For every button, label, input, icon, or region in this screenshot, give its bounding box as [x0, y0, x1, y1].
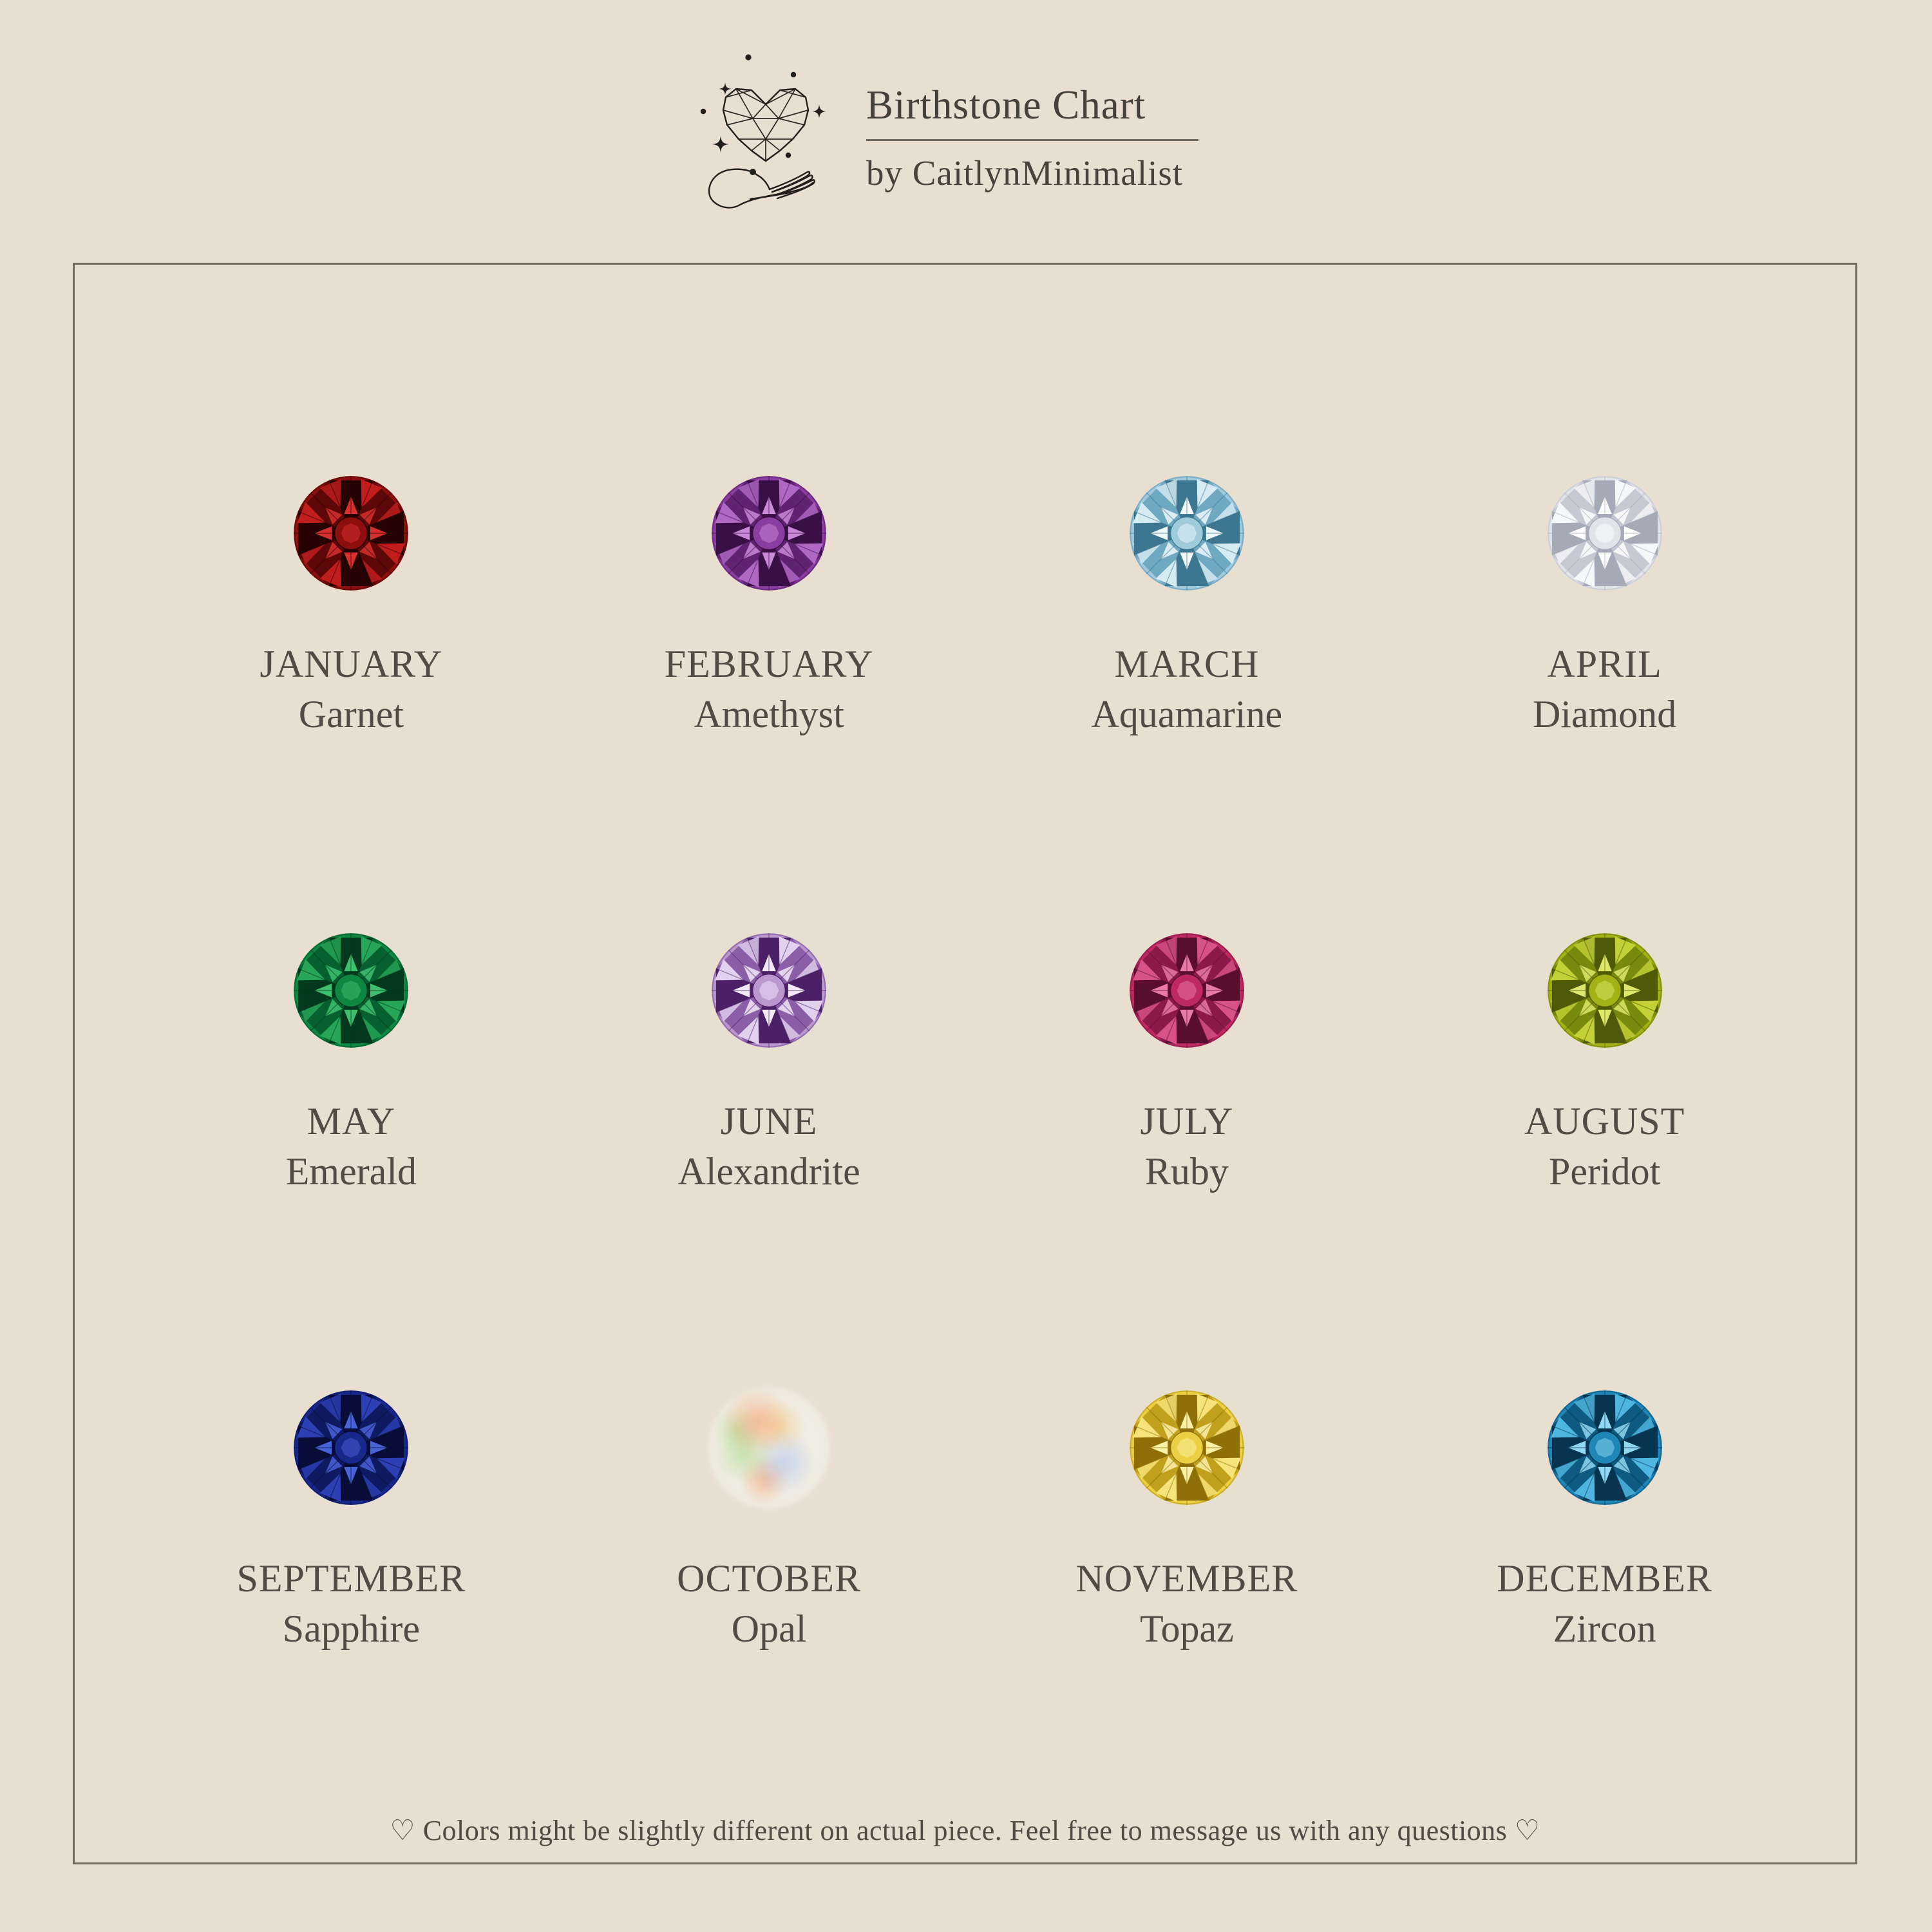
chart-border-box — [73, 263, 1857, 1864]
gem-image-wrap — [1544, 1387, 1666, 1509]
stone-name: Ruby — [1144, 1150, 1229, 1193]
dot-icon — [701, 109, 706, 114]
aquamarine-gem-image — [1126, 472, 1248, 594]
month-label: FEBRUARY — [664, 643, 874, 685]
stone-name: Peridot — [1548, 1150, 1661, 1193]
title-divider — [866, 139, 1198, 141]
title-block — [866, 43, 1198, 191]
gem-image-wrap — [290, 472, 412, 594]
month-label: NOVEMBER — [1075, 1557, 1298, 1600]
gem-image-wrap — [290, 1387, 412, 1509]
gem-image-wrap — [1126, 929, 1248, 1052]
sparkle-icon — [812, 104, 826, 118]
dot-icon — [750, 169, 756, 175]
page-title: Birthstone Chart — [866, 82, 1146, 128]
month-label: MARCH — [1114, 643, 1260, 685]
opal-gem-image — [708, 1387, 830, 1509]
amethyst-gem-image — [708, 472, 830, 594]
peridot-gem-image — [1544, 929, 1666, 1052]
month-label: APRIL — [1547, 643, 1662, 685]
emerald-gem-image — [290, 929, 412, 1052]
stone-name: Amethyst — [694, 693, 844, 735]
zircon-gem-image — [1544, 1387, 1666, 1509]
stone-name: Opal — [731, 1607, 807, 1650]
cell-march — [978, 472, 1396, 929]
stone-name: Aquamarine — [1091, 693, 1283, 735]
open-hand-icon — [709, 169, 815, 208]
cell-february — [560, 472, 978, 929]
topaz-gem-image — [1126, 1387, 1248, 1509]
stone-name: Garnet — [298, 693, 404, 735]
month-label: DECEMBER — [1497, 1557, 1712, 1600]
dot-icon — [786, 153, 791, 158]
heart-in-hand-logo — [695, 43, 830, 218]
cell-june — [560, 929, 978, 1387]
geometric-heart-icon — [723, 89, 808, 161]
cell-april — [1396, 472, 1814, 929]
stone-name: Diamond — [1532, 693, 1677, 735]
cell-january — [142, 472, 560, 929]
gem-image-wrap — [708, 1387, 830, 1509]
diamond-gem-image — [1544, 472, 1666, 594]
alexandrite-gem-image — [708, 929, 830, 1052]
dot-icon — [745, 54, 751, 60]
cell-may — [142, 929, 560, 1387]
gem-image-wrap — [708, 929, 830, 1052]
cell-november — [978, 1387, 1396, 1844]
cell-december — [1396, 1387, 1814, 1844]
cell-august — [1396, 929, 1814, 1387]
month-label: OCTOBER — [677, 1557, 862, 1600]
gem-image-wrap — [708, 472, 830, 594]
garnet-gem-image — [290, 472, 412, 594]
stone-name: Topaz — [1140, 1607, 1234, 1650]
gem-image-wrap — [1544, 929, 1666, 1052]
gem-image-wrap — [290, 929, 412, 1052]
cell-october — [560, 1387, 978, 1844]
footer-note: ♡ Colors might be slightly different on actual piece. Feel free to message us with any questions ♡ — [390, 1815, 1540, 1846]
dot-icon — [791, 72, 796, 77]
stone-name: Alexandrite — [677, 1150, 860, 1193]
ruby-gem-image — [1126, 929, 1248, 1052]
cell-july — [978, 929, 1396, 1387]
gem-image-wrap — [1126, 472, 1248, 594]
sparkle-icon — [712, 136, 729, 153]
stone-name: Emerald — [285, 1150, 417, 1193]
month-label: SEPTEMBER — [236, 1557, 466, 1600]
month-label: JUNE — [720, 1100, 818, 1142]
cell-september — [142, 1387, 560, 1844]
month-label: MAY — [307, 1100, 396, 1142]
gem-image-wrap — [1544, 472, 1666, 594]
stone-name: Zircon — [1553, 1607, 1656, 1650]
header — [0, 43, 1913, 218]
stone-name: Sapphire — [282, 1607, 421, 1650]
month-label: AUGUST — [1524, 1100, 1685, 1142]
birthstone-grid — [75, 265, 1855, 1844]
month-label: JANUARY — [260, 643, 443, 685]
gem-image-wrap — [1126, 1387, 1248, 1509]
sapphire-gem-image — [290, 1387, 412, 1509]
page-subtitle: by CaitlynMinimalist — [866, 153, 1184, 193]
month-label: JULY — [1140, 1100, 1234, 1142]
